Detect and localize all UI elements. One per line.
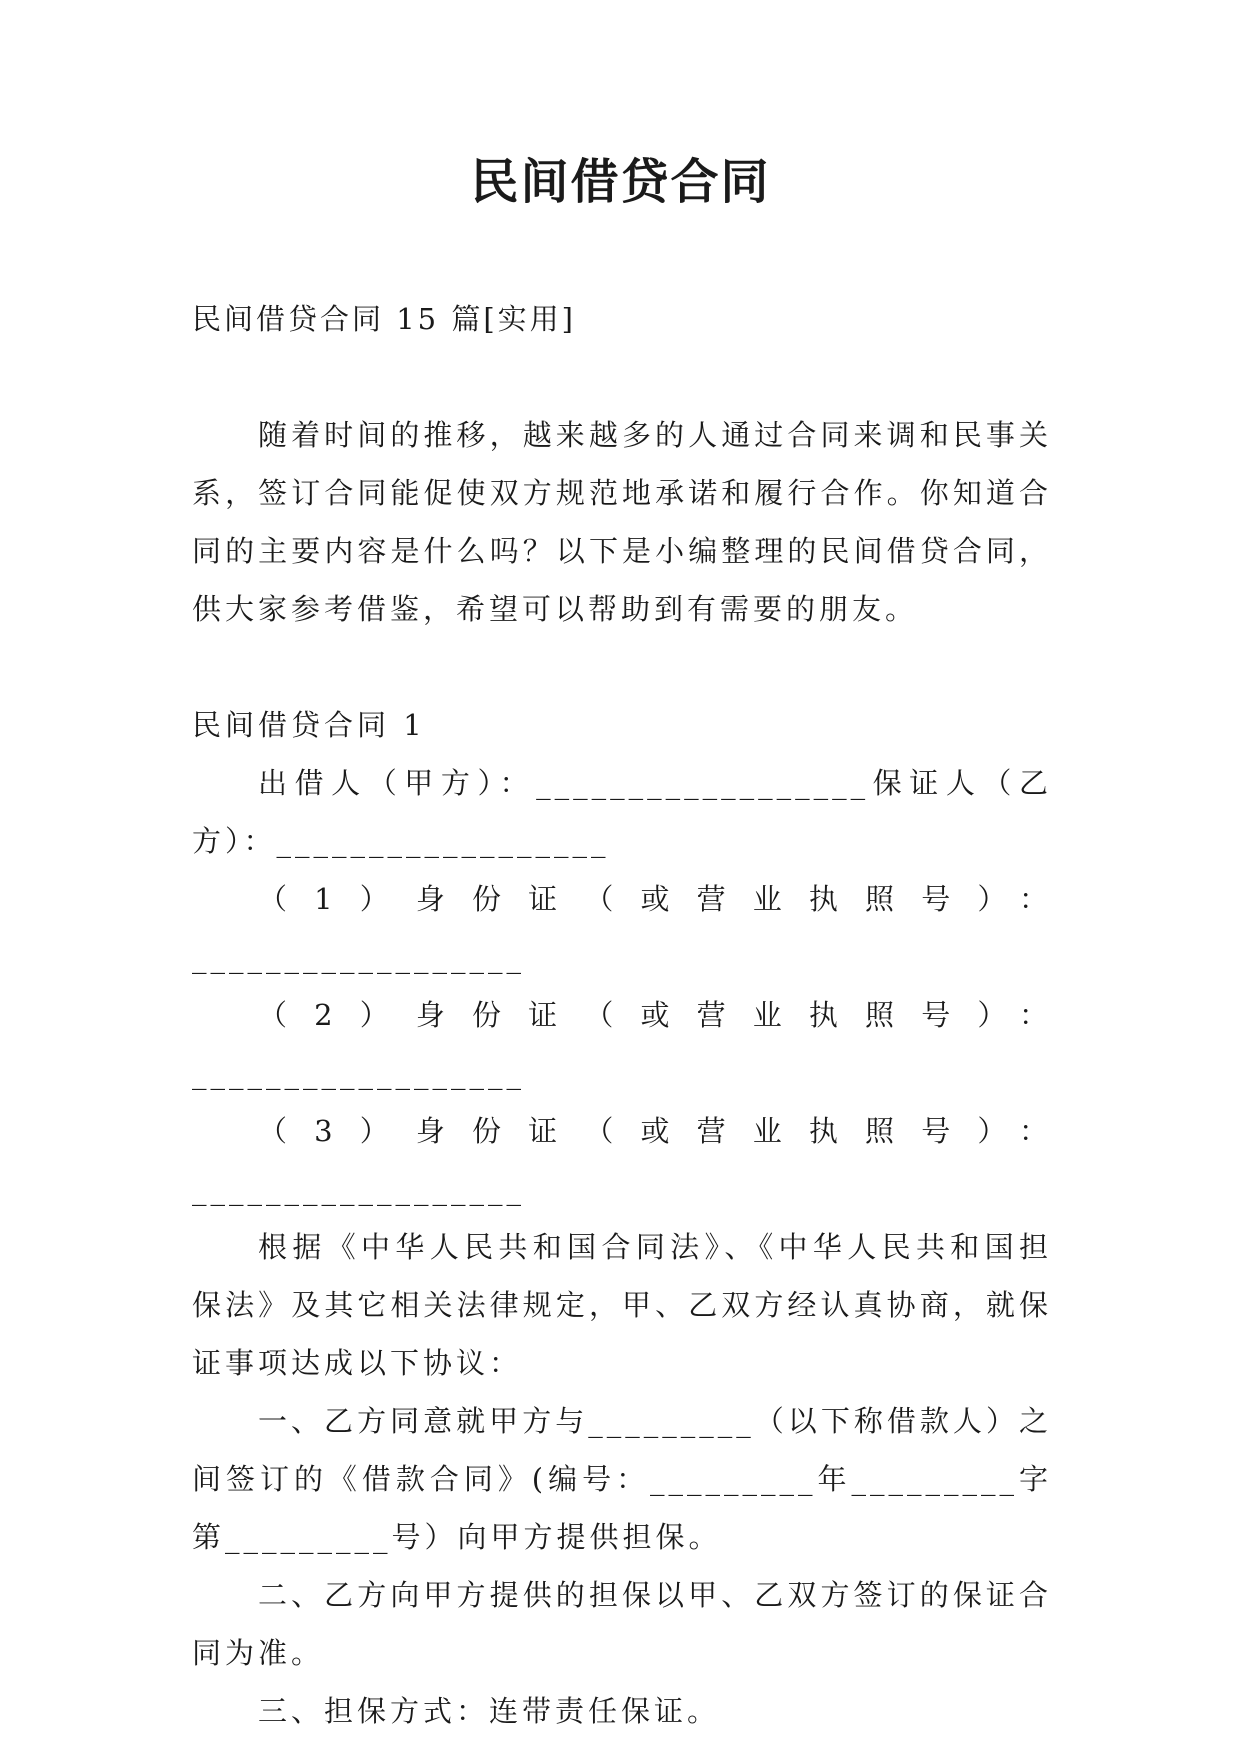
clause-2: 二、乙方向甲方提供的担保以甲、乙双方签订的保证合同为准。 (192, 1578, 1052, 1670)
clause-3: 三、担保方式：连带责任保证。 (258, 1694, 721, 1728)
document-subtitle: 民间借贷合同 15 篇[实用] (192, 302, 576, 336)
document-title: 民间借贷合同 (470, 154, 771, 210)
clause-1: 一、乙方同意就甲方与_________（以下称借款人）之间签订的《借款合同》(编号：_________年_________字第_________号）向甲方提供担保。 (192, 1404, 1052, 1554)
document-body (192, 290, 1052, 1740)
basis-paragraph: 根据《中华人民共和国合同法》、《中华人民共和国担保法》及其它相关法律规定，甲、乙双方经认真协商，就保证事项达成以下协议： (192, 1230, 1052, 1380)
section-heading: 民间借贷合同 1 (192, 708, 426, 742)
id-line-3: （3）身份证（或营业执照号）：__________________ (192, 1114, 1052, 1206)
parties-line: 出借人（甲方）：__________________保证人（乙方）：__________________ (192, 766, 1052, 858)
id-line-1: （1）身份证（或营业执照号）：__________________ (192, 882, 1052, 974)
intro-paragraph: 随着时间的推移，越来越多的人通过合同来调和民事关系，签订合同能促使双方规范地承诺和履行合作。你知道合同的主要内容是什么吗？以下是小编整理的民间借贷合同，供大家参考借鉴，希望可以帮助到有需要的朋友。 (192, 418, 1052, 626)
id-line-2: （2）身份证（或营业执照号）：__________________ (192, 998, 1052, 1090)
